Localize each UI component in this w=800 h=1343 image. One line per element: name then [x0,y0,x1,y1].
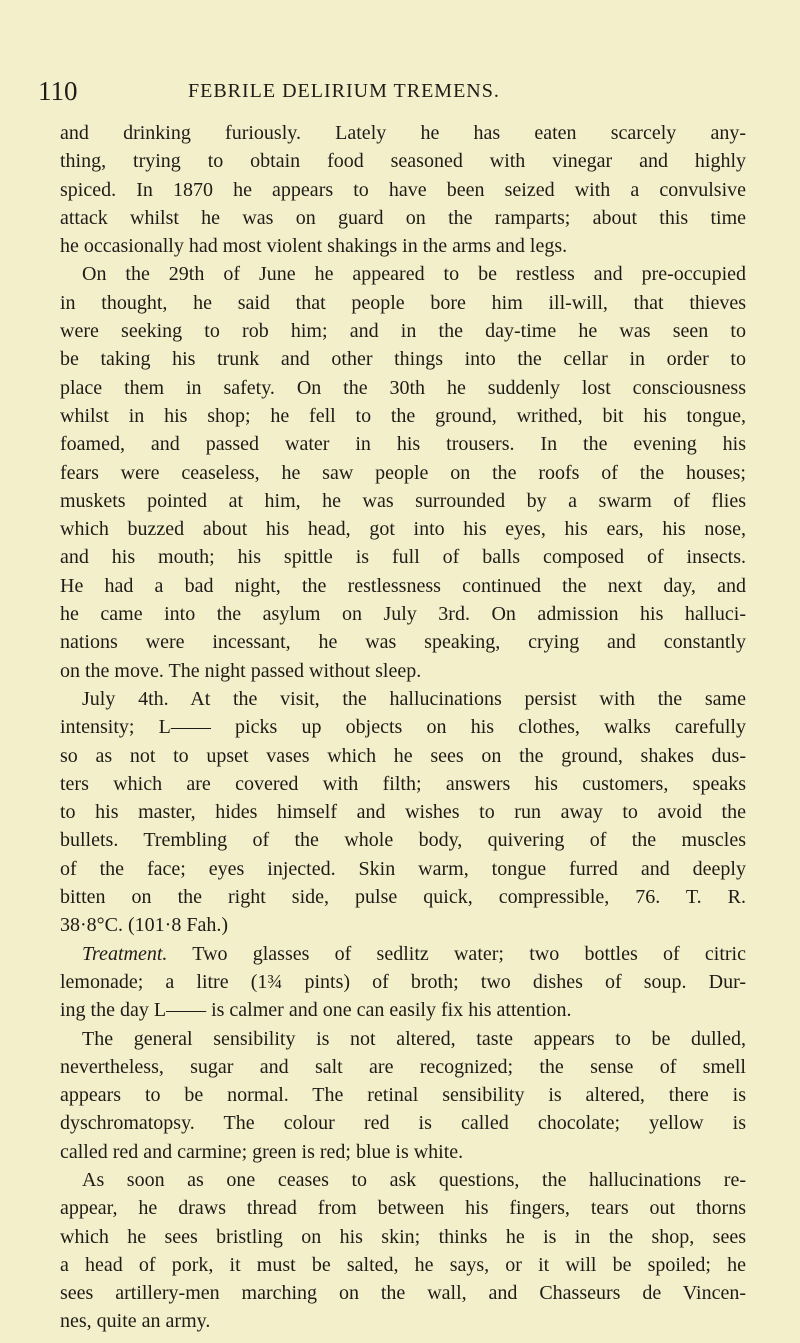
line-text: and drinking furiously. Lately he has eaten scarcely any- [60,122,746,144]
text-line [60,1279,746,1307]
text-line [60,628,746,656]
line-text: nations were incessant, he was speaking, crying and constantly [60,631,746,654]
text-line [60,119,746,147]
text-line [60,487,746,515]
line-text: a head of pork, it must be salted, he says, or it will be spoiled; he [60,1253,746,1276]
line-text: to his master, hides himself and wishes to run away to avoid the [60,801,746,824]
line-text: As soon as one ceases to ask questions, the hallucinations re- [82,1168,746,1191]
text-line [60,685,746,713]
text-line [60,147,746,175]
text-line [60,1307,746,1335]
line-text: appears to be normal. The retinal sensibility is altered, there is [60,1084,746,1107]
line-text: He had a bad night, the restlessness continued the next day, and [60,574,746,597]
text-line [60,289,746,317]
line-text: so as not to upset vases which he sees on the ground, shakes dus- [60,744,746,767]
line-text: were seeking to rob him; and in the day-time he was seen to [60,320,746,343]
text-line [60,317,746,345]
line-text: ing the day L—— is calmer and one can easily fix his attention. [60,999,572,1022]
text-line [60,940,746,968]
line-text: which buzzed about his head, got into his eyes, his ears, his nose, [60,518,746,541]
running-title: FEBRILE DELIRIUM TREMENS. [188,80,500,102]
line-text: attack whilst he was on guard on the ramparts; about this time [60,206,746,229]
line-text: dyschromatopsy. The colour red is called chocolate; yellow is [60,1112,746,1135]
text-line [60,855,746,883]
line-text: bullets. Trembling of the whole body, quivering of the muscles [60,829,746,852]
line-text: ters which are covered with filth; answers his customers, speaks [60,772,746,795]
page-number: 110 [38,76,78,106]
line-text: place them in safety. On the 30th he suddenly lost consciousness [60,376,746,399]
text-line [60,600,746,628]
text-line [60,402,746,430]
text-line [60,883,746,911]
text-line [60,798,746,826]
line-text: bitten on the right side, pulse quick, compressible, 76. T. R. [60,886,746,909]
line-text: and his mouth; his spittle is full of balls composed of insects. [60,546,746,569]
text-line [60,1138,746,1166]
text-line [60,1251,746,1279]
line-text: nevertheless, sugar and salt are recognized; the sense of smell [60,1055,746,1078]
text-line [60,1081,746,1109]
text-line [60,430,746,458]
line-text: On the 29th of June he appeared to be restless and pre-occupied [82,263,746,286]
line-text: The general sensibility is not altered, taste appears to be dulled, [82,1027,746,1050]
text-line [60,176,746,204]
line-text: fears were ceaseless, he saw people on the roofs of the houses; [60,461,746,484]
text-line [60,260,746,288]
text-line [60,572,746,600]
line-text: called red and carmine; green is red; blue is white. [60,1140,464,1163]
line-text: thing, trying to obtain food seasoned with vinegar and highly [60,150,746,173]
line-text: in thought, he said that people bore him ill-will, that thieves [60,291,746,314]
text-line [60,911,746,939]
text-line [60,515,746,543]
line-text: he occasionally had most violent shakings in the arms and legs. [60,235,568,258]
body-text [60,119,746,1336]
text-line [60,968,746,996]
running-header [38,76,745,110]
line-text: whilst in his shop; he fell to the ground, writhed, bit his tongue, [60,404,746,427]
line-text: July 4th. At the visit, the hallucinations persist with the same [82,687,746,710]
line-text: be taking his trunk and other things into the cellar in order to [60,348,746,371]
line-text: on the move. The night passed without sleep. [60,659,422,682]
line-text: foamed, and passed water in his trousers. In the evening his [60,433,746,456]
text-line [60,742,746,770]
line-text: intensity; L—— picks up objects on his clothes, walks carefully [60,716,746,739]
line-text: of the face; eyes injected. Skin warm, tongue furred and deeply [60,857,746,880]
line-text: sees artillery-men marching on the wall, and Chasseurs de Vincen- [60,1282,746,1305]
text-line [60,713,746,741]
text-line [60,345,746,373]
line-text: appear, he draws thread from between his fingers, tears out thorns [60,1197,746,1220]
text-line [60,1223,746,1251]
line-text: he came into the asylum on July 3rd. On admission his halluci- [60,603,746,626]
text-line [60,204,746,232]
line-text: Two glasses of sedlitz water; two bottles of citric [167,942,746,965]
line-text: 38·8°C. (101·8 Fah.) [60,914,228,937]
line-text: which he sees bristling on his skin; thinks he is in the shop, sees [60,1225,746,1248]
text-line [60,459,746,487]
line-text: lemonade; a litre (1¾ pints) of broth; two dishes of soup. Dur- [60,970,746,993]
text-line [60,1053,746,1081]
text-line [60,1194,746,1222]
text-line [60,826,746,854]
line-text: spiced. In 1870 he appears to have been seized with a convulsive [60,178,746,201]
text-line [60,1166,746,1194]
italic-heading: Treatment. [82,942,168,965]
text-line [60,657,746,685]
line-text: nes, quite an army. [60,1310,211,1333]
line-text: muskets pointed at him, he was surrounded by a swarm of flies [60,489,746,512]
text-line [60,232,746,260]
text-line [60,996,746,1024]
text-line [60,1109,746,1137]
text-line [60,374,746,402]
text-line [60,543,746,571]
text-line [60,770,746,798]
text-line [60,1025,746,1053]
